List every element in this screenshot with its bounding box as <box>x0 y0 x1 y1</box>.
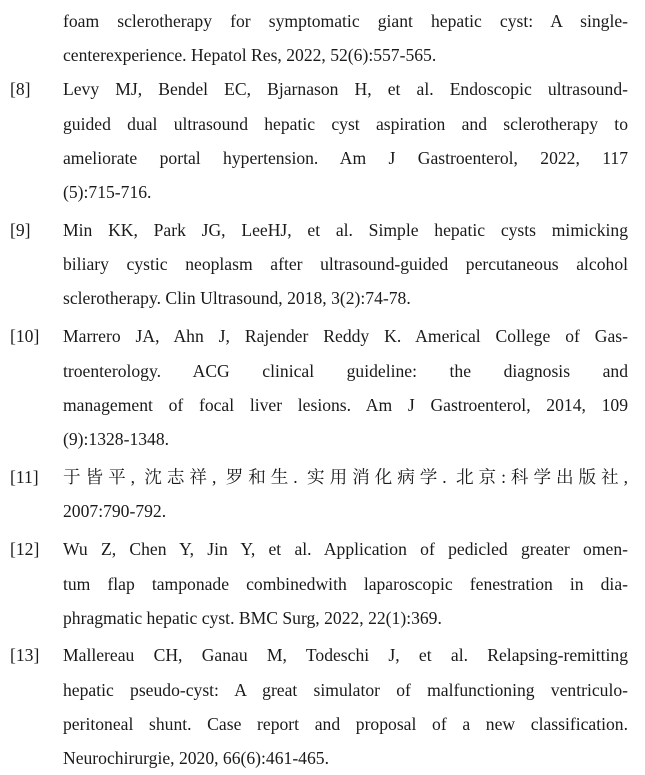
reference-text: troenterology. ACG clinical guideline: the diagnosis and <box>63 361 628 381</box>
reference-line <box>0 213 645 247</box>
reference-text: peritoneal shunt. Case report and proposal of a new classification. <box>63 714 628 734</box>
reference-text: Wu Z, Chen Y, Jin Y, et al. Application of pedicled greater omen- <box>63 539 628 559</box>
reference-text: sclerotherapy. Clin Ultrasound, 2018, 3(2):74-78. <box>63 288 411 308</box>
reference-text: centerexperience. Hepatol Res, 2022, 52(6):557-565. <box>63 45 437 65</box>
reference-number: [13] <box>10 645 40 665</box>
reference-number: [8] <box>10 79 31 99</box>
reference-line <box>0 354 645 388</box>
reference-text: 于皆平, 沈志祥, 罗和生. 实用消化病学. 北京:科学出版社, <box>63 467 628 487</box>
reference-text: Neurochirurgie, 2020, 66(6):461-465. <box>63 748 329 768</box>
reference-text: (5):715-716. <box>63 182 152 202</box>
reference-number: [11] <box>10 467 39 487</box>
reference-line <box>0 707 645 741</box>
reference-text: Min KK, Park JG, LeeHJ, et al. Simple hepatic cysts mimicking <box>63 220 628 240</box>
reference-text: ameliorate portal hypertension. Am J Gastroenterol, 2022, 117 <box>63 148 628 168</box>
reference-line <box>0 281 645 315</box>
reference-text: hepatic pseudo-cyst: A great simulator of malfunctioning ventriculo- <box>63 680 628 700</box>
reference-line <box>0 72 645 106</box>
reference-text: Mallereau CH, Ganau M, Todeschi J, et al. Relapsing-remitting <box>63 645 628 665</box>
reference-line <box>0 388 645 422</box>
reference-line <box>0 107 645 141</box>
reference-line <box>0 567 645 601</box>
reference-line <box>0 460 645 494</box>
reference-text: (9):1328-1348. <box>63 429 170 449</box>
reference-number: [12] <box>10 539 40 559</box>
reference-line <box>0 319 645 353</box>
reference-line <box>0 494 645 528</box>
reference-text: Marrero JA, Ahn J, Rajender Reddy K. Americal College of Gas- <box>63 326 628 346</box>
reference-text: biliary cystic neoplasm after ultrasound-guided percutaneous alcohol <box>63 254 628 274</box>
reference-text: Levy MJ, Bendel EC, Bjarnason H, et al. Endoscopic ultrasound- <box>63 79 628 99</box>
reference-text: phragmatic hepatic cyst. BMC Surg, 2022, 22(1):369. <box>63 608 442 628</box>
reference-text: management of focal liver lesions. Am J Gastroenterol, 2014, 109 <box>63 395 628 415</box>
reference-number: [9] <box>10 220 31 240</box>
reference-text: foam sclerotherapy for symptomatic giant hepatic cyst: A single- <box>63 11 628 31</box>
reference-line <box>0 601 645 635</box>
reference-line <box>0 741 645 775</box>
reference-text: guided dual ultrasound hepatic cyst aspiration and sclerotherapy to <box>63 114 628 134</box>
reference-line <box>0 422 645 456</box>
reference-line <box>0 141 645 175</box>
reference-line <box>0 247 645 281</box>
reference-number: [10] <box>10 326 40 346</box>
reference-line <box>0 4 645 38</box>
reference-text: 2007:790-792. <box>63 501 167 521</box>
reference-line <box>0 38 645 72</box>
reference-text: tum flap tamponade combinedwith laparoscopic fenestration in dia- <box>63 574 628 594</box>
reference-line <box>0 638 645 672</box>
reference-line <box>0 673 645 707</box>
reference-line <box>0 532 645 566</box>
reference-line <box>0 175 645 209</box>
